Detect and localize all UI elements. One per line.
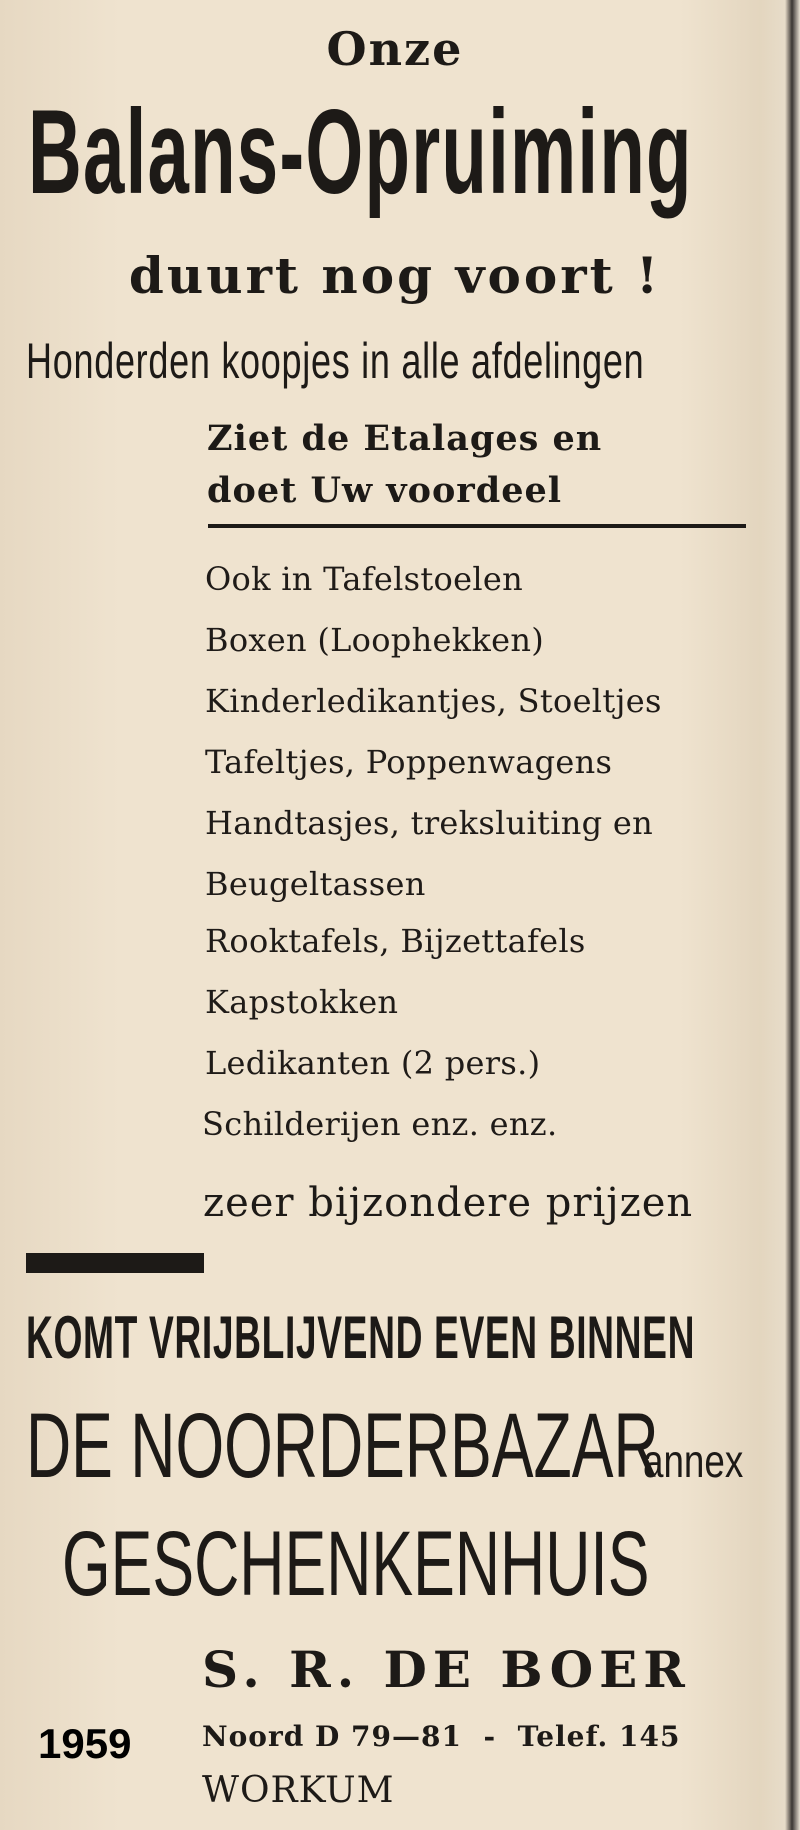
prices-line: zeer bijzondere prijzen — [203, 1180, 694, 1226]
thick-bar — [26, 1253, 204, 1273]
item-list-6: Rooktafels, Bijzettafels — [205, 922, 586, 960]
headline-balans-opruiming: Balans-Opruiming — [28, 85, 693, 219]
annex-label: annex — [643, 1435, 744, 1487]
item-list-3: Tafeltjes, Poppenwagens — [205, 743, 613, 781]
item-list-5: Beugeltassen — [205, 865, 426, 903]
intro-line-2: doet Uw voordeel — [207, 470, 563, 511]
divider-rule — [208, 524, 746, 528]
item-list-8: Ledikanten (2 pers.) — [205, 1044, 541, 1082]
store-subtitle: GESCHENKENHUIS — [62, 1513, 650, 1615]
item-list-2: Kinderledikantjes, Stoeltjes — [205, 682, 662, 720]
headline-duurt-nog-voort: duurt nog voort ! — [128, 246, 662, 305]
item-list-7: Kapstokken — [205, 983, 399, 1021]
year-label: 1959 — [38, 1720, 132, 1767]
item-list-9: Schilderijen enz. enz. — [202, 1105, 558, 1143]
item-list-1: Boxen (Loophekken) — [205, 621, 545, 659]
address-line: Noord D 79—81 - Telef. 145 — [202, 1720, 681, 1753]
city-label: WORKUM — [202, 1770, 395, 1811]
store-name: DE NOORDERBAZAR — [26, 1395, 659, 1497]
owner-name: S. R. DE BOER — [202, 1640, 691, 1699]
headline-honderden-koopjes: Honderden koopjes in alle afdelingen — [26, 333, 645, 389]
headline-onze: Onze — [326, 22, 464, 76]
invite-line: KOMT VRIJBLIJVEND EVEN BINNEN — [26, 1304, 696, 1371]
item-list-4: Handtasjes, treksluiting en — [205, 804, 654, 842]
item-list-0: Ook in Tafelstoelen — [205, 560, 523, 598]
intro-line-1: Ziet de Etalages en — [207, 418, 603, 459]
